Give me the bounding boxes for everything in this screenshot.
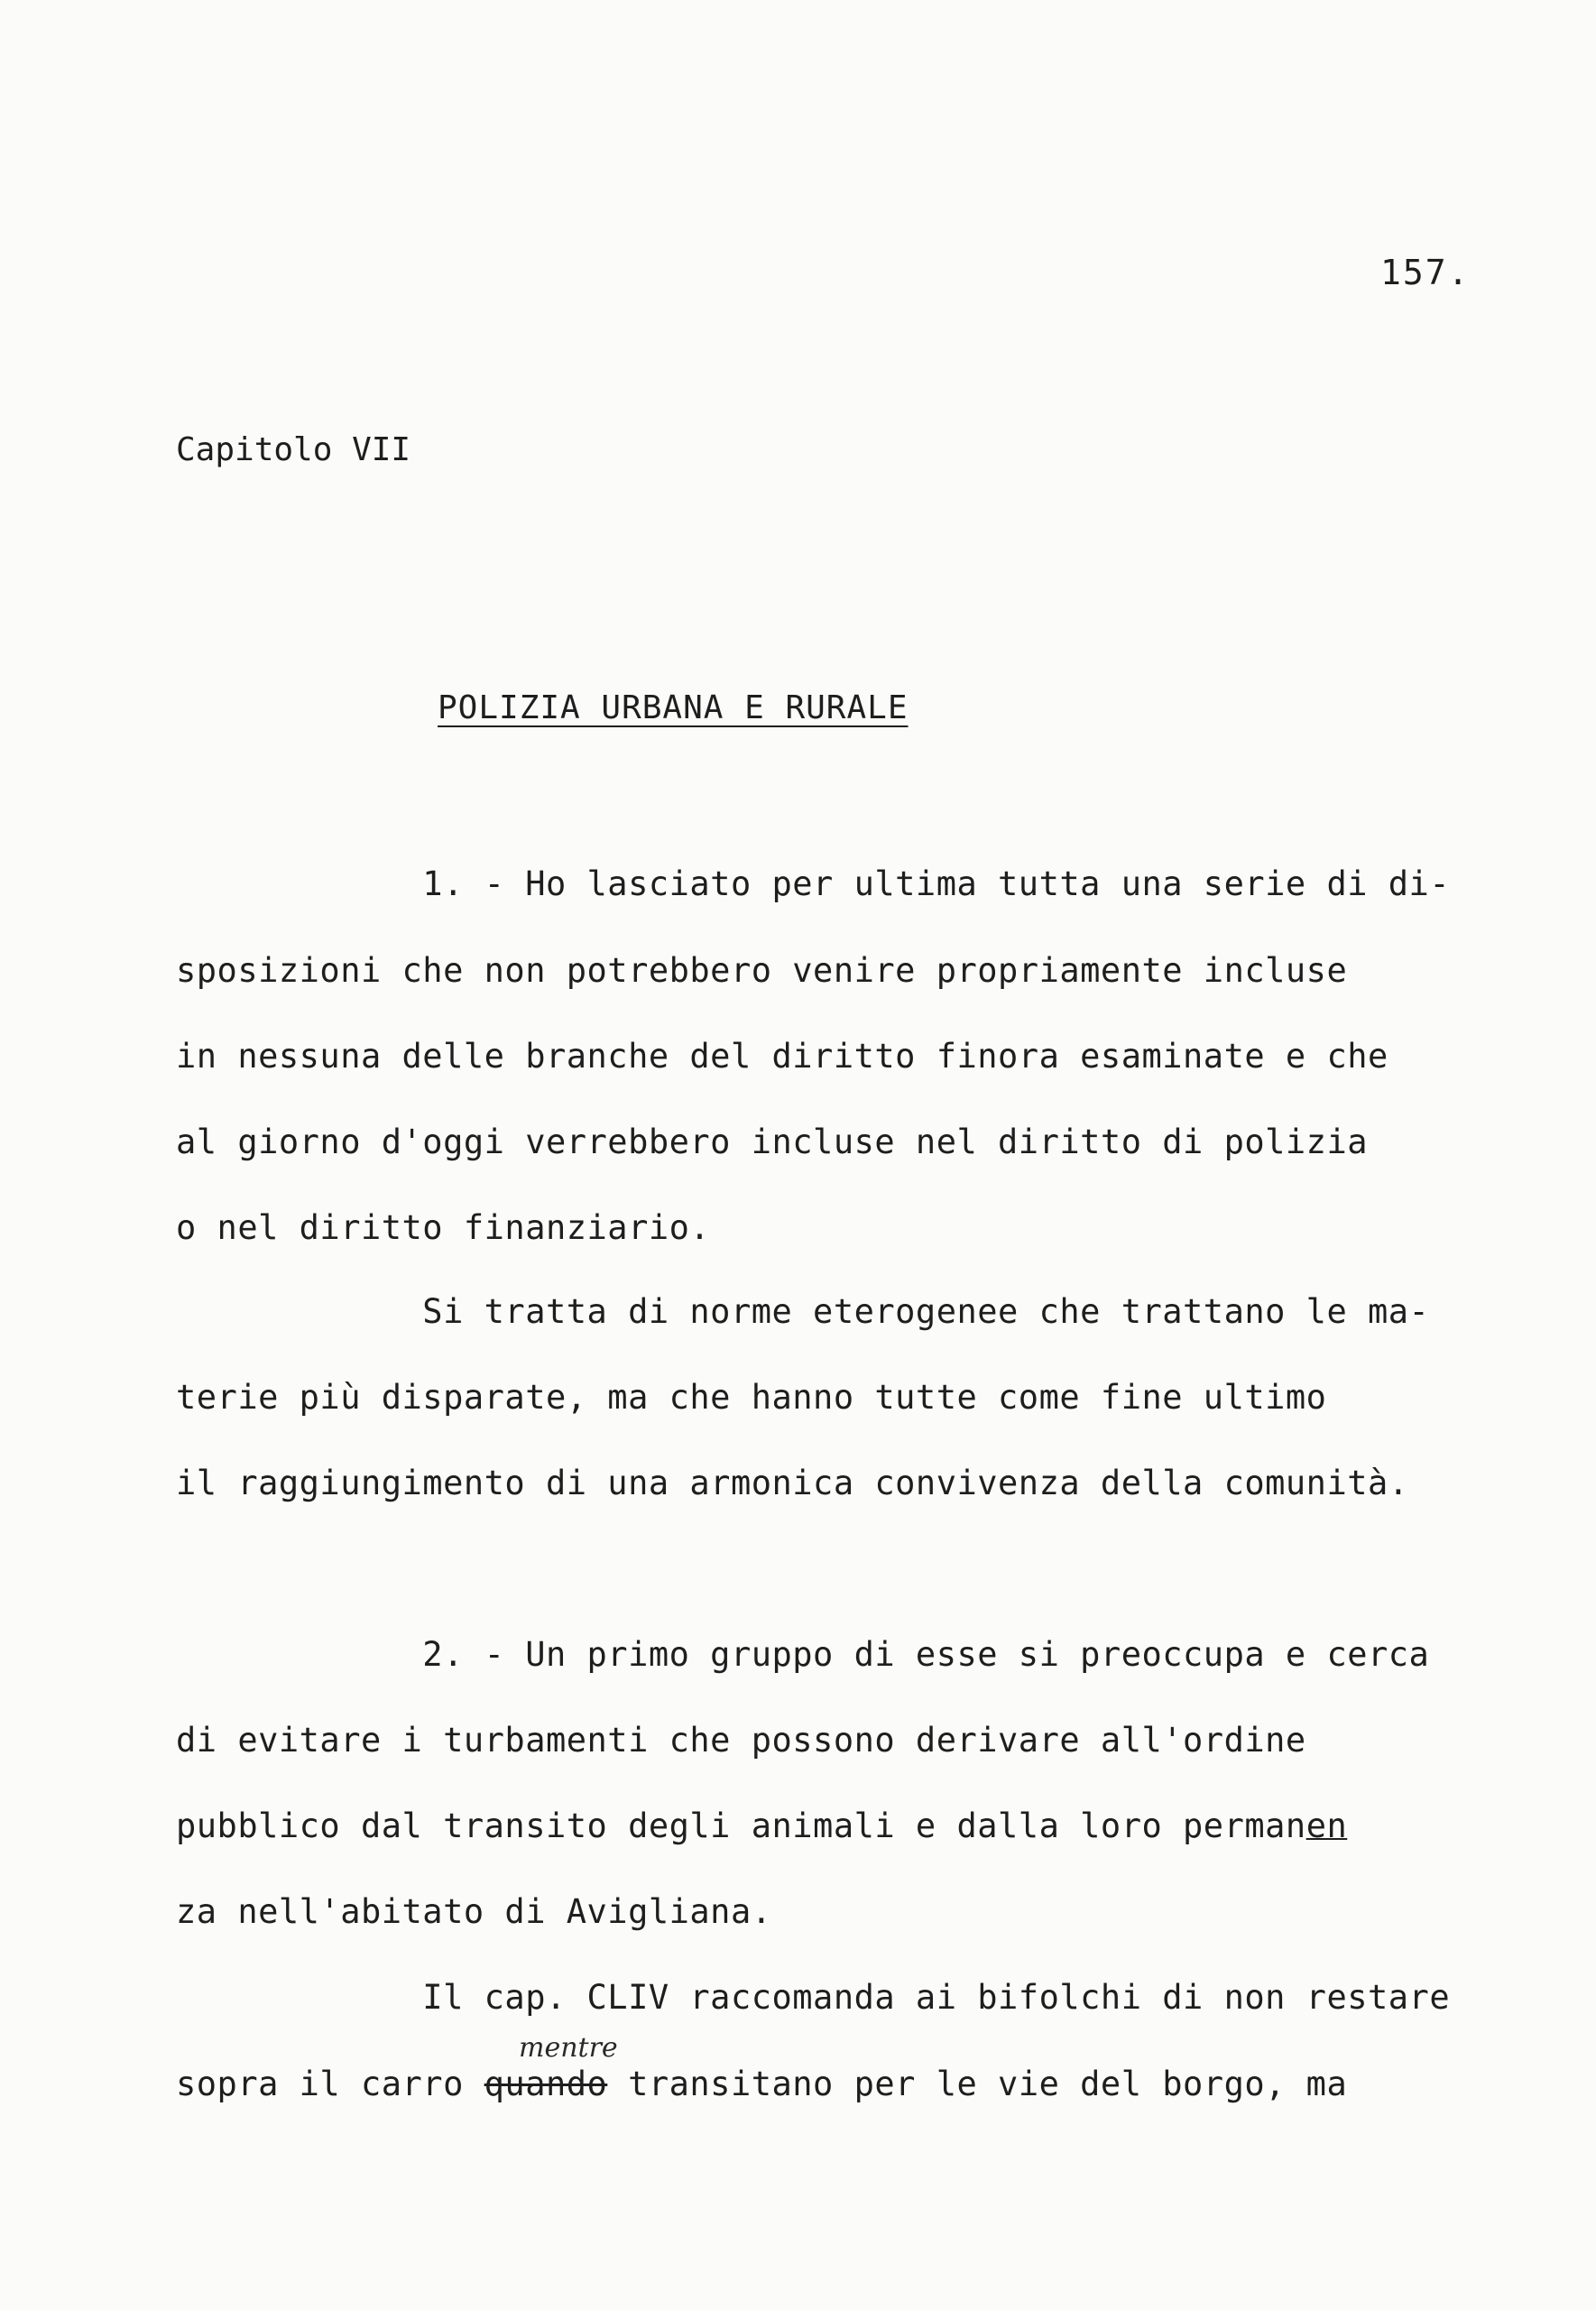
paragraph-3-line-3-text: pubblico dal transito degli animali e dalla loro perman [176,1806,1306,1845]
paragraph-1-line-2: sposizioni che non potrebbero venire propriamente incluse [176,951,1348,990]
paragraph-1-line-4: al giorno d'oggi verrebbero incluse nel diritto di polizia [176,1123,1369,1161]
paragraph-1-line-1: 1. - Ho lasciato per ultima tutta una serie di di- [176,864,1451,903]
paragraph-1-line-3: in nessuna delle branche del diritto finora esaminate e che [176,1037,1388,1076]
paragraph-4-line-2-end: transitano per le vie del borgo, ma [607,2065,1348,2103]
paragraph-1-line-5: o nel diritto finanziario. [176,1208,711,1247]
section-title: POLIZIA URBANA E RURALE [438,689,909,726]
paragraph-4-line-1: Il cap. CLIV raccomanda ai bifolchi di non restare [176,1978,1451,2017]
chapter-heading: Capitolo VII [176,431,411,468]
paragraph-2-line-1: Si tratta di norme eterogenee che trattano le ma- [176,1292,1430,1331]
paragraph-2-line-2: terie più disparate, ma che hanno tutte come fine ultimo [176,1378,1327,1417]
paragraph-4-line-2 [176,2065,1347,2103]
paragraph-3-line-1: 2. - Un primo gruppo di esse si preoccupa e cerca [176,1635,1430,1674]
handwritten-correction: mentre [519,2032,618,2064]
paragraph-4-line-2-start: sopra il carro [176,2065,484,2103]
page-number: 157. [1380,253,1471,292]
paragraph-2-line-3: il raggiungimento di una armonica convivenza della comunità. [176,1464,1409,1502]
paragraph-3-line-2: di evitare i turbamenti che possono derivare all'ordine [176,1721,1306,1760]
struck-word: quando [484,2065,608,2103]
paragraph-3-line-4: za nell'abitato di Avigliana. [176,1892,772,1931]
paragraph-3-line-3 [176,1806,1347,1845]
underlined-hyphen-fragment: en [1305,1806,1348,1845]
